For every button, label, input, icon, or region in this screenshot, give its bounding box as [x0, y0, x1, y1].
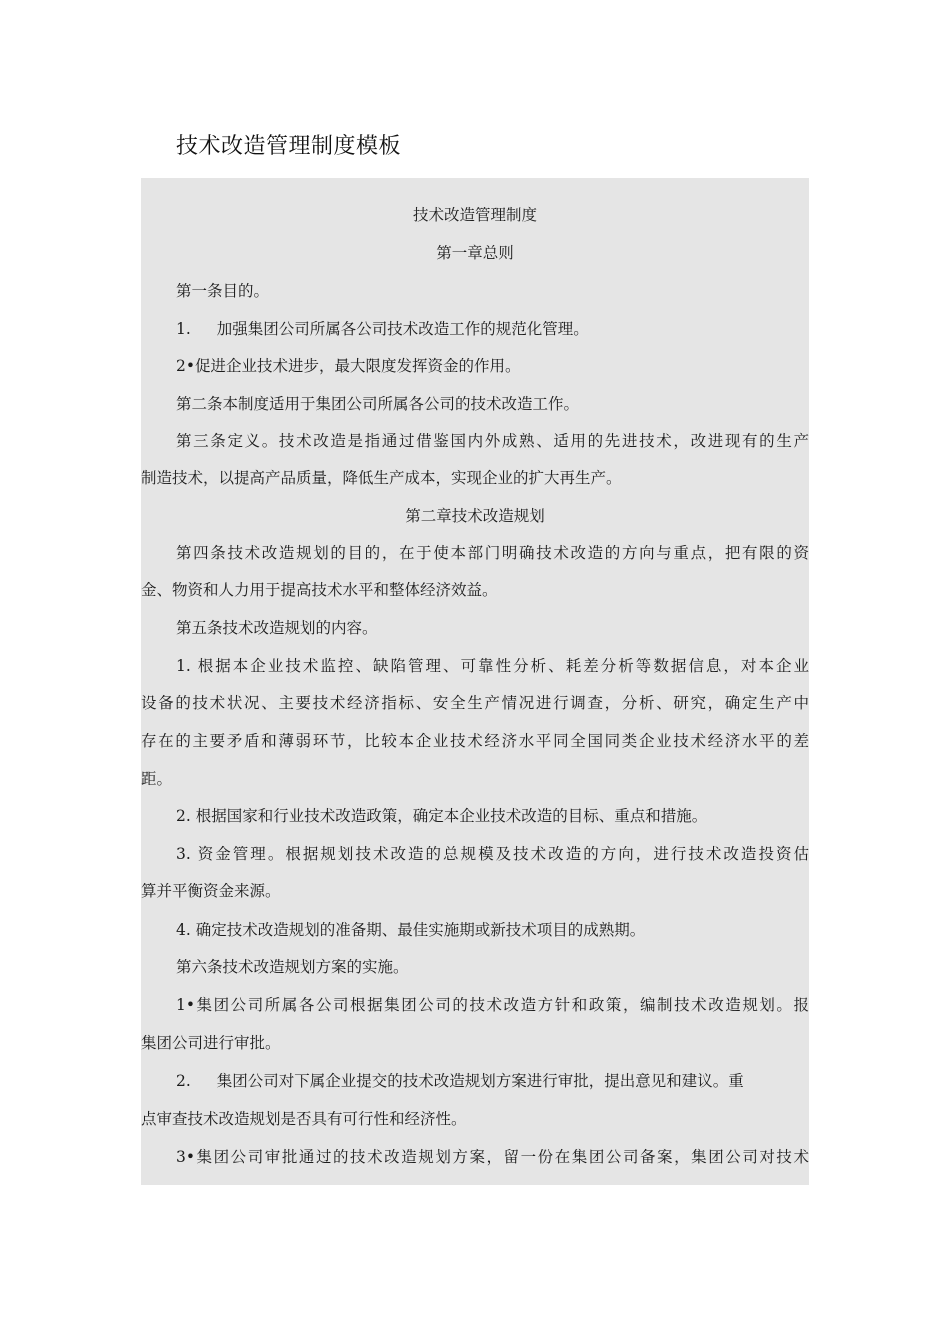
list-item: 1. 根据本企业技术监控、缺陷管理、可靠性分析、耗差分析等数据信息，对本企业	[176, 657, 809, 675]
paragraph-line: 制造技术，以提高产品质量，降低生产成本，实现企业的扩大再生产。	[141, 469, 622, 487]
paragraph-line: 算并平衡资金来源。	[141, 882, 281, 900]
paragraph-line: 设备的技术状况、主要技术经济指标、安全生产情况进行调查，分析、研究，确定生产中	[141, 694, 809, 712]
paragraph-line: 点审查技术改造规划是否具有可行性和经济性。	[141, 1110, 467, 1128]
paragraph-line: 距。	[141, 770, 173, 788]
chapter-heading: 第一章总则	[436, 244, 514, 262]
paragraph-line: 第六条技术改造规划方案的实施。	[176, 958, 409, 976]
list-item-number: 2.	[176, 1072, 191, 1090]
list-item-text: 加强集团公司所属各公司技术改造工作的规范化管理。	[216, 320, 589, 338]
page-title: 技术改造管理制度模板	[176, 134, 402, 159]
chapter-heading: 第二章技术改造规划	[405, 507, 545, 525]
list-item: 2•促进企业技术进步，最大限度发挥资金的作用。	[176, 357, 521, 375]
list-item: 1•集团公司所属各公司根据集团公司的技术改造方针和政策，编制技术改造规划。报	[176, 996, 809, 1014]
paragraph-line: 第一条目的。	[176, 282, 270, 300]
document-heading: 技术改造管理制度	[412, 206, 537, 224]
paragraph-line: 第二条本制度适用于集团公司所属各公司的技术改造工作。	[176, 395, 580, 413]
list-item	[141, 317, 809, 341]
list-item	[141, 1069, 809, 1093]
document-body	[141, 178, 809, 1185]
paragraph-line: 第三条定义。技术改造是指通过借鉴国内外成熟、适用的先进技术，改进现有的生产	[176, 432, 809, 450]
paragraph-line: 第四条技术改造规划的目的，在于使本部门明确技术改造的方向与重点，把有限的资	[176, 544, 809, 562]
list-item: 3•集团公司审批通过的技术改造规划方案，留一份在集团公司备案，集团公司对技术	[176, 1148, 809, 1166]
list-item: 4. 确定技术改造规划的准备期、最佳实施期或新技术项目的成熟期。	[176, 921, 646, 939]
paragraph-line: 存在的主要矛盾和薄弱环节，比较本企业技术经济水平同全国同类企业技术经济水平的差	[141, 732, 809, 750]
list-item: 3. 资金管理。根据规划技术改造的总规模及技术改造的方向，进行技术改造投资估	[176, 845, 809, 863]
paragraph-line: 金、物资和人力用于提高技术水平和整体经济效益。	[141, 581, 498, 599]
paragraph-line: 第五条技术改造规划的内容。	[176, 619, 378, 637]
paragraph-line: 集团公司进行审批。	[141, 1034, 281, 1052]
list-item: 2. 根据国家和行业技术改造政策，确定本企业技术改造的目标、重点和措施。	[176, 807, 708, 825]
list-item-number: 1.	[176, 320, 191, 338]
list-item-text: 集团公司对下属企业提交的技术改造规划方案进行审批，提出意见和建议。重	[216, 1072, 744, 1090]
